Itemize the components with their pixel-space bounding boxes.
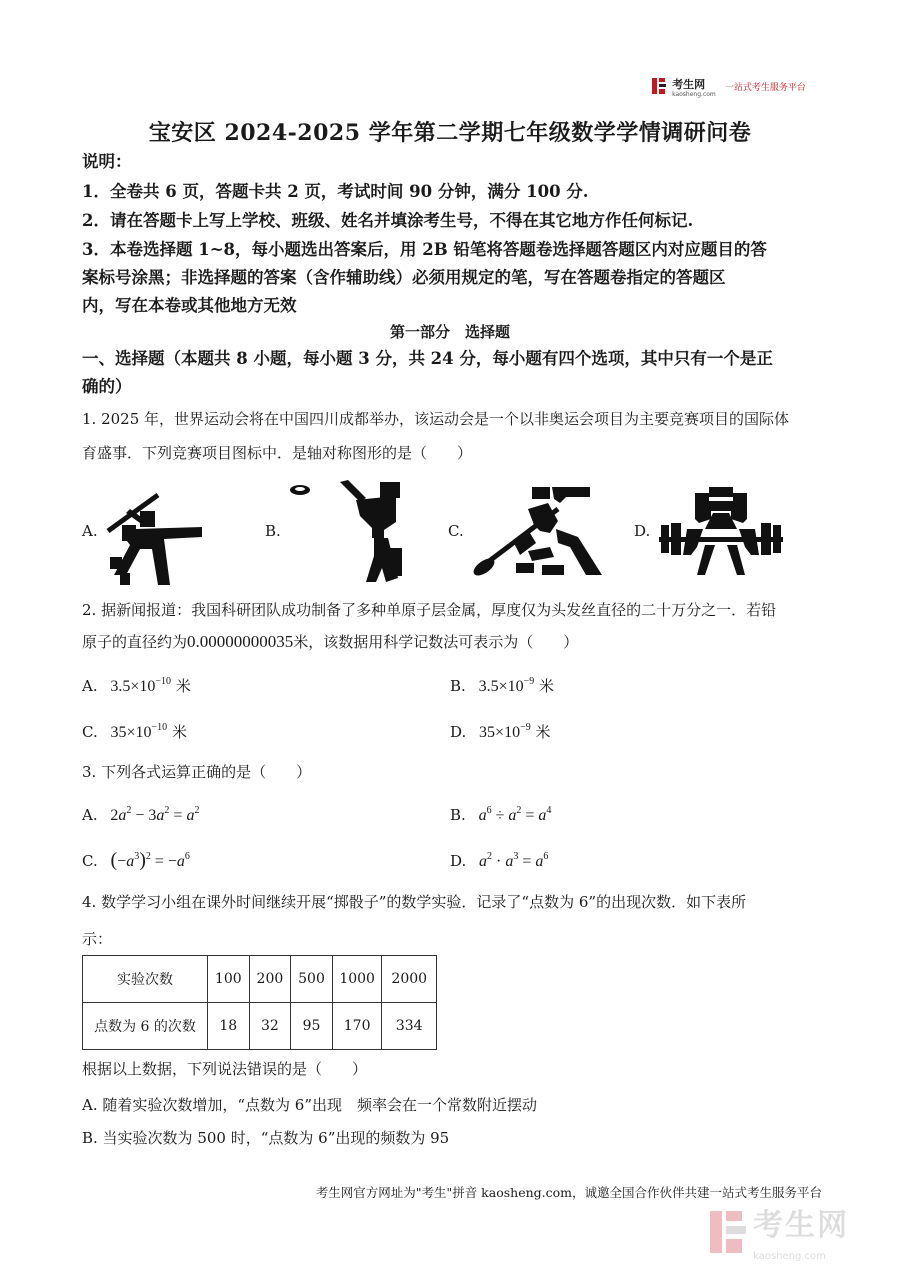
kaosheng-logo-icon [651, 77, 667, 95]
page-title: 宝安区 2024-2025 学年第二学期七年级数学学情调研问卷 [148, 120, 752, 146]
q2-option-c: C. $35\times 10^{-10}$ 米 [82, 722, 187, 741]
dice-frequency-table [82, 955, 437, 1050]
table-cell: 1000 [332, 956, 382, 1003]
table-row [83, 956, 437, 1003]
q1-option-d-label: D. [634, 522, 651, 540]
table-cell: 95 [291, 1003, 333, 1050]
watermark-domain: kaosheng.com [753, 1251, 826, 1262]
footer-text: 考生网官方网址为"考生"拼音 kaosheng.com，诚邀全国合作伙伴共建一站式考生服务平台 [315, 1185, 822, 1200]
table-row [83, 1003, 437, 1050]
table-cell: 18 [207, 1003, 249, 1050]
discus-pictogram-icon [288, 478, 410, 584]
q1-stem: 1. 2025 年，世界运动会将在中国四川成都举办，该运动会是一个以非奥运会项目为主要竞赛项目的国际体 [82, 410, 790, 428]
logo-name: 考生网 [672, 78, 706, 91]
logo-domain: kaosheng.com [672, 91, 716, 98]
q2-option-d: D. $35\times 10^{-9}$ 米 [450, 722, 551, 741]
q4-stem: 4. 数学学习小组在课外时间继续开展“掷骰子”的数学实验．记录了“点数为 6”的出现次数．如下表所 [82, 893, 747, 911]
watermark-name: 考生网 [753, 1208, 850, 1243]
table-cell: 334 [382, 1003, 437, 1050]
table-cell: 100 [207, 956, 249, 1003]
note-item: 内，写在本卷或其他地方无效 [82, 296, 297, 315]
note-item: 1．全卷共 6 页，答题卡共 2 页，考试时间 90 分钟，满分 100 分. [82, 182, 589, 201]
table-cell: 2000 [382, 956, 437, 1003]
q3-stem: 3. 下列各式运算正确的是（ ） [82, 763, 312, 781]
table-header-cell: 实验次数 [83, 956, 208, 1003]
q1-stem-cont: 育盛事．下列竞赛项目图标中．是轴对称图形的是（ ） [82, 444, 473, 462]
q1-option-a-label: A. [82, 522, 98, 540]
q2-stem-cont: 原子的直径约为0.00000000035米，该数据用科学记数法可表示为（ ） [82, 632, 579, 651]
table-header-cell: 点数为 6 的次数 [83, 1003, 208, 1050]
q3-option-b: B. $a^6 \div a^2 = a^4$ [450, 805, 552, 824]
q3-option-a: A. $2a^2 - 3a^2 = a^2$ [82, 805, 200, 824]
q4-stem-cont: 示： [82, 930, 113, 948]
q4-question: 根据以上数据，下列说法错误的是（ ） [82, 1060, 368, 1078]
section-heading: 一、选择题（本题共 8 小题，每小题 3 分，共 24 分，每小题有四个选项，其中只有一个是正 [82, 349, 773, 368]
q1-option-c-label: C. [448, 522, 464, 540]
logo-slogan: 一站式考生服务平台 [724, 83, 806, 93]
part-title: 第一部分 选择题 [389, 323, 510, 341]
q2-option-a: A. $3.5\times 10^{-10}$ 米 [82, 676, 191, 695]
canoe-pictogram-icon [470, 485, 606, 577]
weightlifting-pictogram-icon [657, 485, 785, 577]
watermark [708, 1200, 878, 1260]
q3-option-d: D. $a^2 \cdot a^3 = a^6$ [450, 851, 549, 870]
table-cell: 32 [249, 1003, 291, 1050]
q1-option-b-label: B. [265, 522, 281, 540]
q2-stem: 2. 据新闻报道：我国科研团队成功制备了多种单原子层金属，厚度仅为头发丝直径的二十万分之一．若铅 [82, 601, 777, 619]
q2-option-b: B. $3.5\times 10^{-9}$ 米 [450, 676, 555, 695]
watermark-logo-icon [708, 1209, 748, 1255]
header-logo [651, 73, 821, 98]
table-cell: 500 [291, 956, 333, 1003]
q4-option-a: A. 随着实验次数增加，“点数为 6”出现 频率会在一个常数附近摆动 [82, 1096, 538, 1114]
q4-option-b: B. 当实验次数为 500 时，“点数为 6”出现的频数为 95 [82, 1129, 450, 1147]
section-heading-cont: 确的） [82, 377, 132, 396]
q2-number: 0.00000000035 [187, 632, 294, 651]
note-item: 2．请在答题卡上写上学校、班级、姓名并填涂考生号，不得在其它地方作任何标记. [82, 211, 694, 230]
note-item: 3．本卷选择题 1~8，每小题选出答案后，用 2B 铅笔将答题卷选择题答题区内对应题目的答 [82, 240, 767, 259]
table-cell: 200 [249, 956, 291, 1003]
note-item: 案标号涂黑；非选择题的答案（含作辅助线）必须用规定的笔，写在答题卷指定的答题区 [82, 268, 726, 287]
fencing-pictogram-icon [104, 493, 206, 587]
notes-heading: 说明： [82, 152, 132, 171]
q3-option-c: C. $(-a^3)^2 = -a^6$ [82, 849, 190, 871]
table-cell: 170 [332, 1003, 382, 1050]
